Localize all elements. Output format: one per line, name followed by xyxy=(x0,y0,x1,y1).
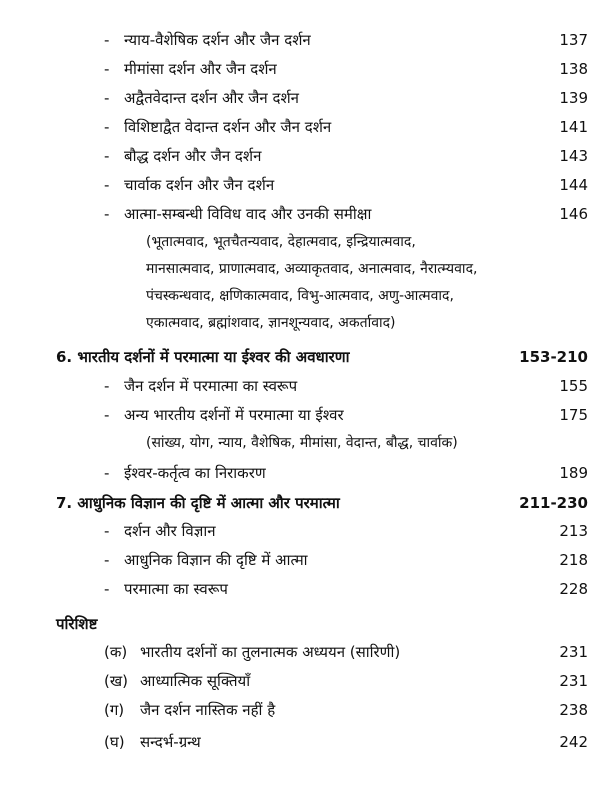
entry-dash: - xyxy=(104,31,110,49)
entry-note: (भूतात्मवाद, भूतचैतन्यवाद, देहात्मवाद, इन्द्रियात्मवाद, xyxy=(146,234,416,250)
entry-page: 231 xyxy=(559,643,588,661)
entry-title: अद्वैतवेदान्त दर्शन और जैन दर्शन xyxy=(124,89,299,107)
entry-page: 218 xyxy=(559,551,588,569)
entry-dash: - xyxy=(104,522,110,540)
entry-dash: - xyxy=(104,464,110,482)
toc-entry xyxy=(0,373,600,399)
entry-title: जैन दर्शन नास्तिक नहीं है xyxy=(140,701,276,719)
appendix-heading: परिशिष्ट xyxy=(56,615,98,633)
entry-dash: - xyxy=(104,580,110,598)
entry-page: 155 xyxy=(559,377,588,395)
appendix-mark: (क) xyxy=(104,643,128,661)
appendix-entry xyxy=(0,639,600,665)
entry-dash: - xyxy=(104,60,110,78)
appendix-mark: (ख) xyxy=(104,672,128,690)
toc-entry xyxy=(0,172,600,198)
appendix-mark: (घ) xyxy=(104,733,125,751)
entry-note: एकात्मवाद, ब्रह्मांशवाद, ज्ञानशून्यवाद, अकर्तावाद) xyxy=(146,315,396,331)
appendix-entry xyxy=(0,668,600,694)
entry-title: अन्य भारतीय दर्शनों में परमात्मा या ईश्वर xyxy=(124,406,344,424)
chapter-pages: 153-210 xyxy=(519,348,588,366)
entry-note: (सांख्य, योग, न्याय, वैशेषिक, मीमांसा, वेदान्त, बौद्ध, चार्वाक) xyxy=(146,435,458,451)
entry-page: 143 xyxy=(559,147,588,165)
entry-title: बौद्ध दर्शन और जैन दर्शन xyxy=(124,147,262,165)
toc-entry xyxy=(0,518,600,544)
entry-page: 137 xyxy=(559,31,588,49)
entry-note: पंचस्कन्धवाद, क्षणिकात्मवाद, विभु-आत्मवाद, अणु-आत्मवाद, xyxy=(146,288,454,304)
entry-title: परमात्मा का स्वरूप xyxy=(124,580,228,598)
entry-title: मीमांसा दर्शन और जैन दर्शन xyxy=(124,60,277,78)
entry-dash: - xyxy=(104,205,110,223)
entry-page: 242 xyxy=(559,733,588,751)
entry-title: चार्वाक दर्शन और जैन दर्शन xyxy=(124,176,275,194)
entry-title: न्याय-वैशेषिक दर्शन और जैन दर्शन xyxy=(124,31,311,49)
chapter-heading xyxy=(0,343,600,371)
toc-entry xyxy=(0,56,600,82)
chapter-title: भारतीय दर्शनों में परमात्मा या ईश्वर की अवधारणा xyxy=(77,348,350,366)
entry-dash: - xyxy=(104,176,110,194)
entry-title: जैन दर्शन में परमात्मा का स्वरूप xyxy=(124,377,298,395)
chapter-pages: 211-230 xyxy=(519,494,588,512)
entry-page: 175 xyxy=(559,406,588,424)
entry-page: 141 xyxy=(559,118,588,136)
entry-note: मानसात्मवाद, प्राणात्मवाद, अव्याकृतवाद, अनात्मवाद, नैरात्म्यवाद, xyxy=(146,261,478,277)
entry-title: आध्यात्मिक सूक्तियाँ xyxy=(140,672,251,690)
entry-page: 228 xyxy=(559,580,588,598)
entry-page: 231 xyxy=(559,672,588,690)
entry-dash: - xyxy=(104,406,110,424)
appendix-entry xyxy=(0,729,600,755)
appendix-mark: (ग) xyxy=(104,701,125,719)
entry-title: आत्मा-सम्बन्धी विविध वाद और उनकी समीक्षा xyxy=(124,205,372,223)
entry-dash: - xyxy=(104,118,110,136)
toc-entry xyxy=(0,85,600,111)
entry-page: 139 xyxy=(559,89,588,107)
toc-entry xyxy=(0,114,600,140)
appendix-entry xyxy=(0,697,600,723)
chapter-number: 6. xyxy=(56,348,73,366)
toc-entry xyxy=(0,201,600,227)
entry-title: भारतीय दर्शनों का तुलनात्मक अध्ययन (सारिणी) xyxy=(140,643,401,661)
entry-title: सन्दर्भ-ग्रन्थ xyxy=(140,733,201,751)
toc-entry xyxy=(0,27,600,53)
entry-dash: - xyxy=(104,551,110,569)
toc-entry xyxy=(0,143,600,169)
entry-title: आधुनिक विज्ञान की दृष्टि में आत्मा xyxy=(124,551,308,569)
entry-dash: - xyxy=(104,89,110,107)
entry-page: 138 xyxy=(559,60,588,78)
entry-page: 146 xyxy=(559,205,588,223)
toc-entry xyxy=(0,576,600,602)
entry-page: 213 xyxy=(559,522,588,540)
chapter-number: 7. xyxy=(56,494,73,512)
entry-page: 144 xyxy=(559,176,588,194)
entry-dash: - xyxy=(104,377,110,395)
entry-page: 189 xyxy=(559,464,588,482)
toc-entry xyxy=(0,547,600,573)
chapter-heading xyxy=(0,489,600,517)
entry-title: विशिष्टाद्वैत वेदान्त दर्शन और जैन दर्शन xyxy=(124,118,332,136)
entry-page: 238 xyxy=(559,701,588,719)
chapter-title: आधुनिक विज्ञान की दृष्टि में आत्मा और परमात्मा xyxy=(77,494,340,512)
entry-dash: - xyxy=(104,147,110,165)
entry-title: दर्शन और विज्ञान xyxy=(124,522,216,540)
entry-title: ईश्वर-कर्तृत्व का निराकरण xyxy=(124,464,266,482)
toc-entry xyxy=(0,402,600,428)
toc-entry xyxy=(0,460,600,486)
